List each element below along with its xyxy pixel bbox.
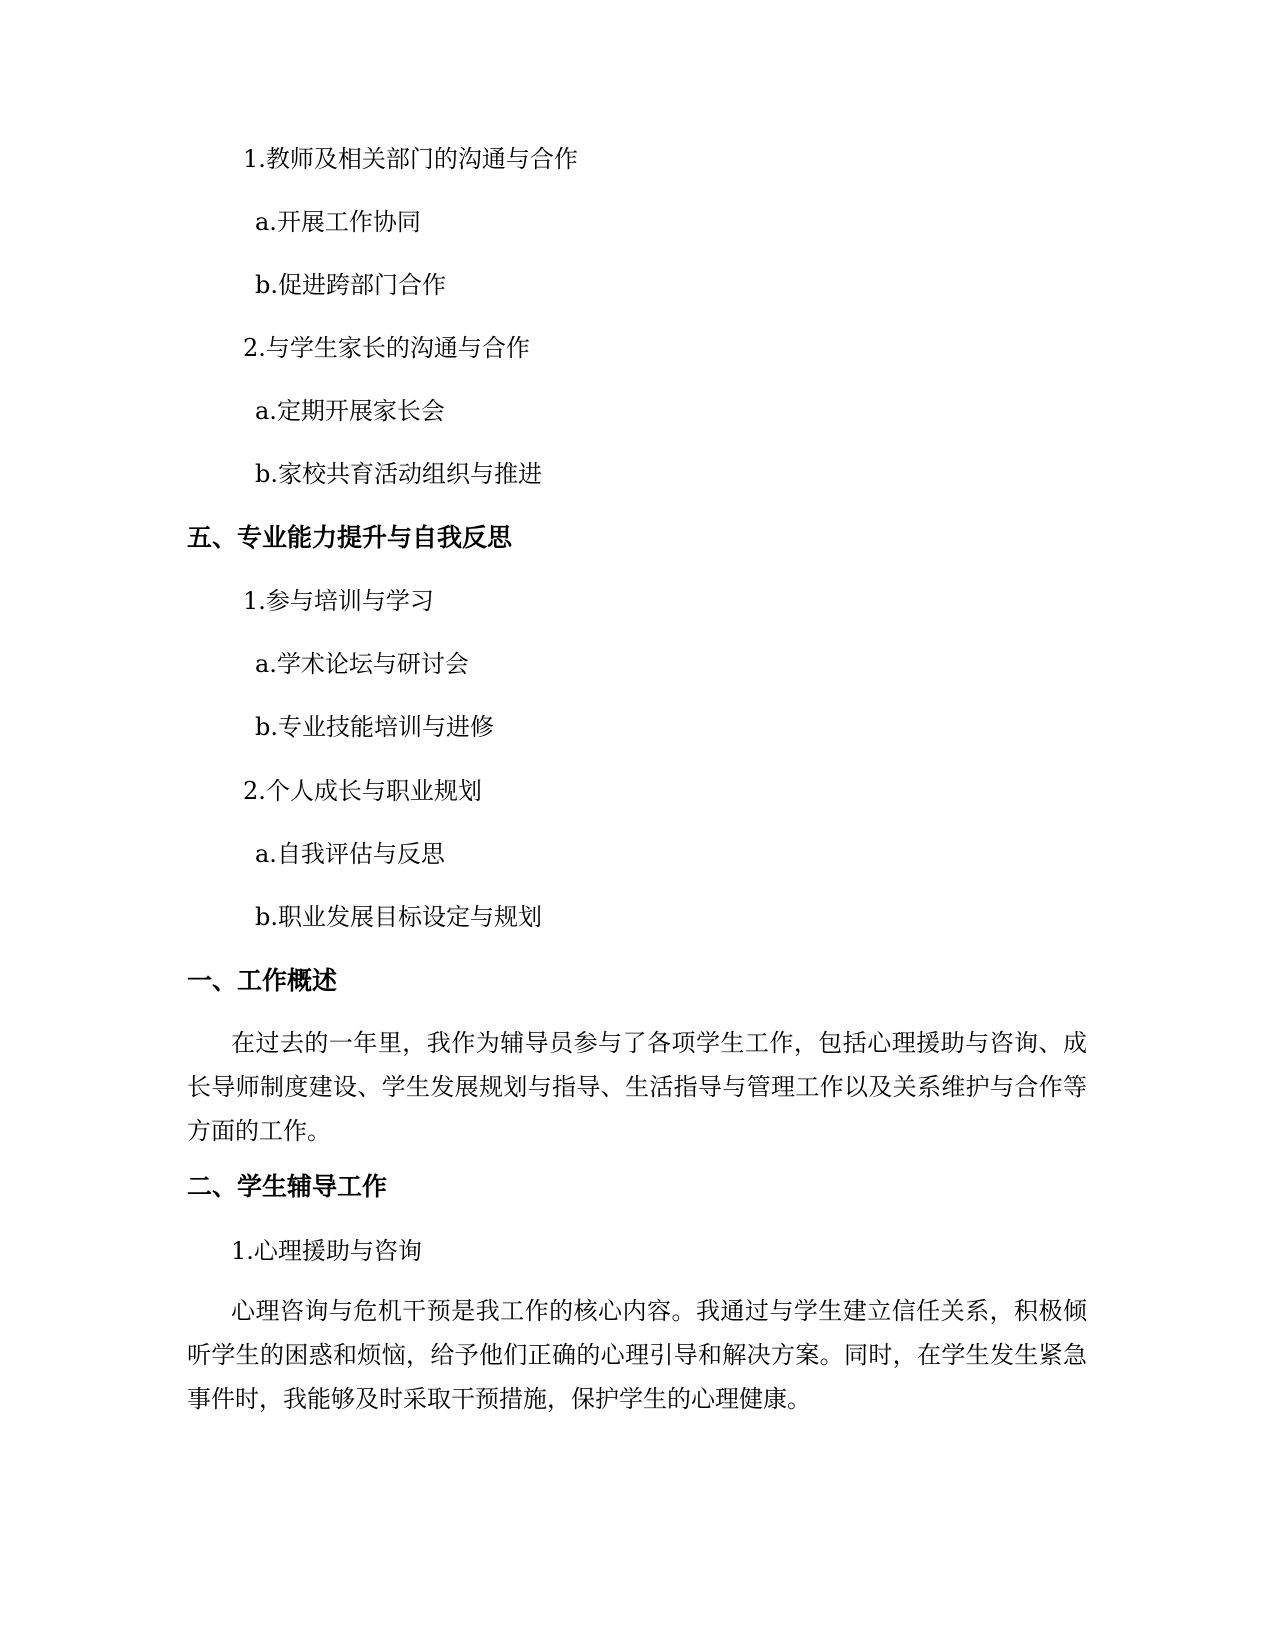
counseling-paragraph: 心理咨询与危机干预是我工作的核心内容。我通过与学生建立信任关系，积极倾听学生的困惑和烦恼，给予他们正确的心理引导和解决方案。同时，在学生发生紧急事件时，我能够及时采取干预措施，保护学生的心理健康。 [187,1297,1087,1413]
outline-item-communication-parents: 2.与学生家长的沟通与合作 [243,334,530,362]
outline-subitem-cross-department: b.促进跨部门合作 [255,271,446,299]
section-heading-overview: 一、工作概述 [187,966,338,995]
section-heading-professional-growth: 五、专业能力提升与自我反思 [187,523,513,552]
outline-subitem-work-coordination: a.开展工作协同 [255,208,421,236]
outline-subitem-skill-training: b.专业技能培训与进修 [255,713,494,741]
outline-item-training: 1.参与培训与学习 [243,587,434,615]
outline-subitem-parent-meetings: a.定期开展家长会 [255,397,445,425]
outline-subitem-home-school: b.家校共育活动组织与推进 [255,460,542,488]
outline-subitem-self-assessment: a.自我评估与反思 [255,840,445,868]
outline-item-career-planning: 2.个人成长与职业规划 [243,777,482,805]
outline-subitem-career-goals: b.职业发展目标设定与规划 [255,903,542,931]
section-heading-student-counseling: 二、学生辅导工作 [187,1172,388,1201]
subheading-psychological-assistance: 1.心理援助与咨询 [231,1237,422,1265]
outline-subitem-forums: a.学术论坛与研讨会 [255,650,469,678]
overview-paragraph: 在过去的一年里，我作为辅导员参与了各项学生工作，包括心理援助与咨询、成长导师制度建设、学生发展规划与指导、生活指导与管理工作以及关系维护与合作等方面的工作。 [187,1029,1087,1145]
outline-item-communication-teachers: 1.教师及相关部门的沟通与合作 [243,145,578,173]
